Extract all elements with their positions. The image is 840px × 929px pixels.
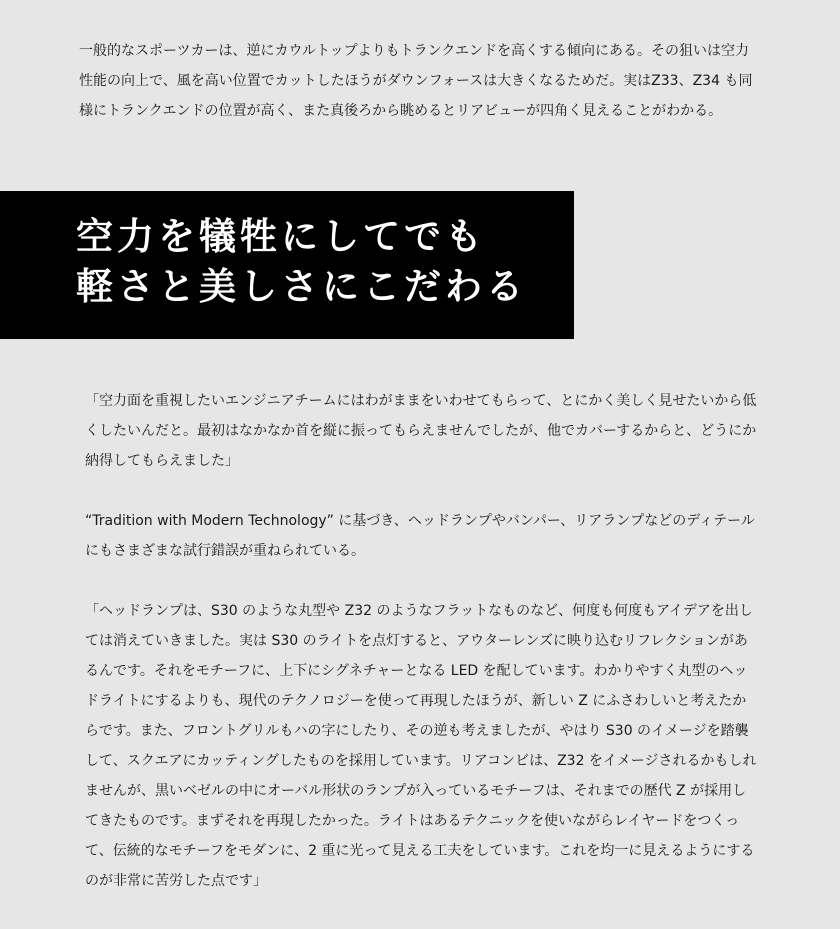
section-heading-line-2: 軽さと美しさにこだわる	[76, 265, 527, 308]
designer-quote-aero: 「空力面を重視したいエンジニアチームにはわがままをいわせてもらって、とにかく美しく見せたいから低くしたいんだと。最初はなかなか首を縦に振ってもらえませんでしたが、他でカバーするからと、どうにか納得してもらえました」	[85, 393, 757, 469]
designer-quote-lamps: 「ヘッドランプは、S30 のような丸型や Z32 のようなフラットなものなど、何度も何度もアイデアを出しては消えていきました。実は S30 のライトを点灯すると、アウターレンズに映り込むリフレクションがあるんです。それをモチーフに、上下にシグネチャーとなる LED を配しています。わかりやすく丸型のヘッドライトにするよりも、現代のテクノロジーを使って再現したほうが、新しい Z にふさわしいと考えたからです。また、フロントグリルもハの字にしたり、その逆も考えましたが、やはり S30 のイメージを踏襲して、スクエアにカッティングしたものを採用しています。リアコンビは、Z32 をイメージされるかもしれませんが、黒いベゼルの中にオーバル形状のランプが入っているモチーフは、それまでの歴代 Z が採用してきたものです。まずそれを再現したかった。ライトはあるテクニックを使いながらレイヤードをつくって、伝統的なモチーフをモダンに、2 重に光って見える工夫をしています。これを均一に見えるようにするのが非常に苦労した点です」	[85, 603, 757, 889]
details-paragraph: “Tradition with Modern Technology” に基づき、ヘッドランプやバンパー、リアランプなどのディテールにもさまざまな試行錯誤が重ねられている。	[85, 513, 755, 559]
section-heading-line-1: 空力を犠牲にしてでも	[76, 215, 486, 258]
intro-paragraph: 一般的なスポーツカーは、逆にカウルトップよりもトランクエンドを高くする傾向にある。その狙いは空力性能の向上で、風を高い位置でカットしたほうがダウンフォースは大きくなるためだ。実はZ33、Z34 も同様にトランクエンドの位置が高く、また真後ろから眺めるとリアビューが四角く見えることがわかる。	[79, 43, 753, 119]
section-heading-banner	[0, 191, 574, 339]
